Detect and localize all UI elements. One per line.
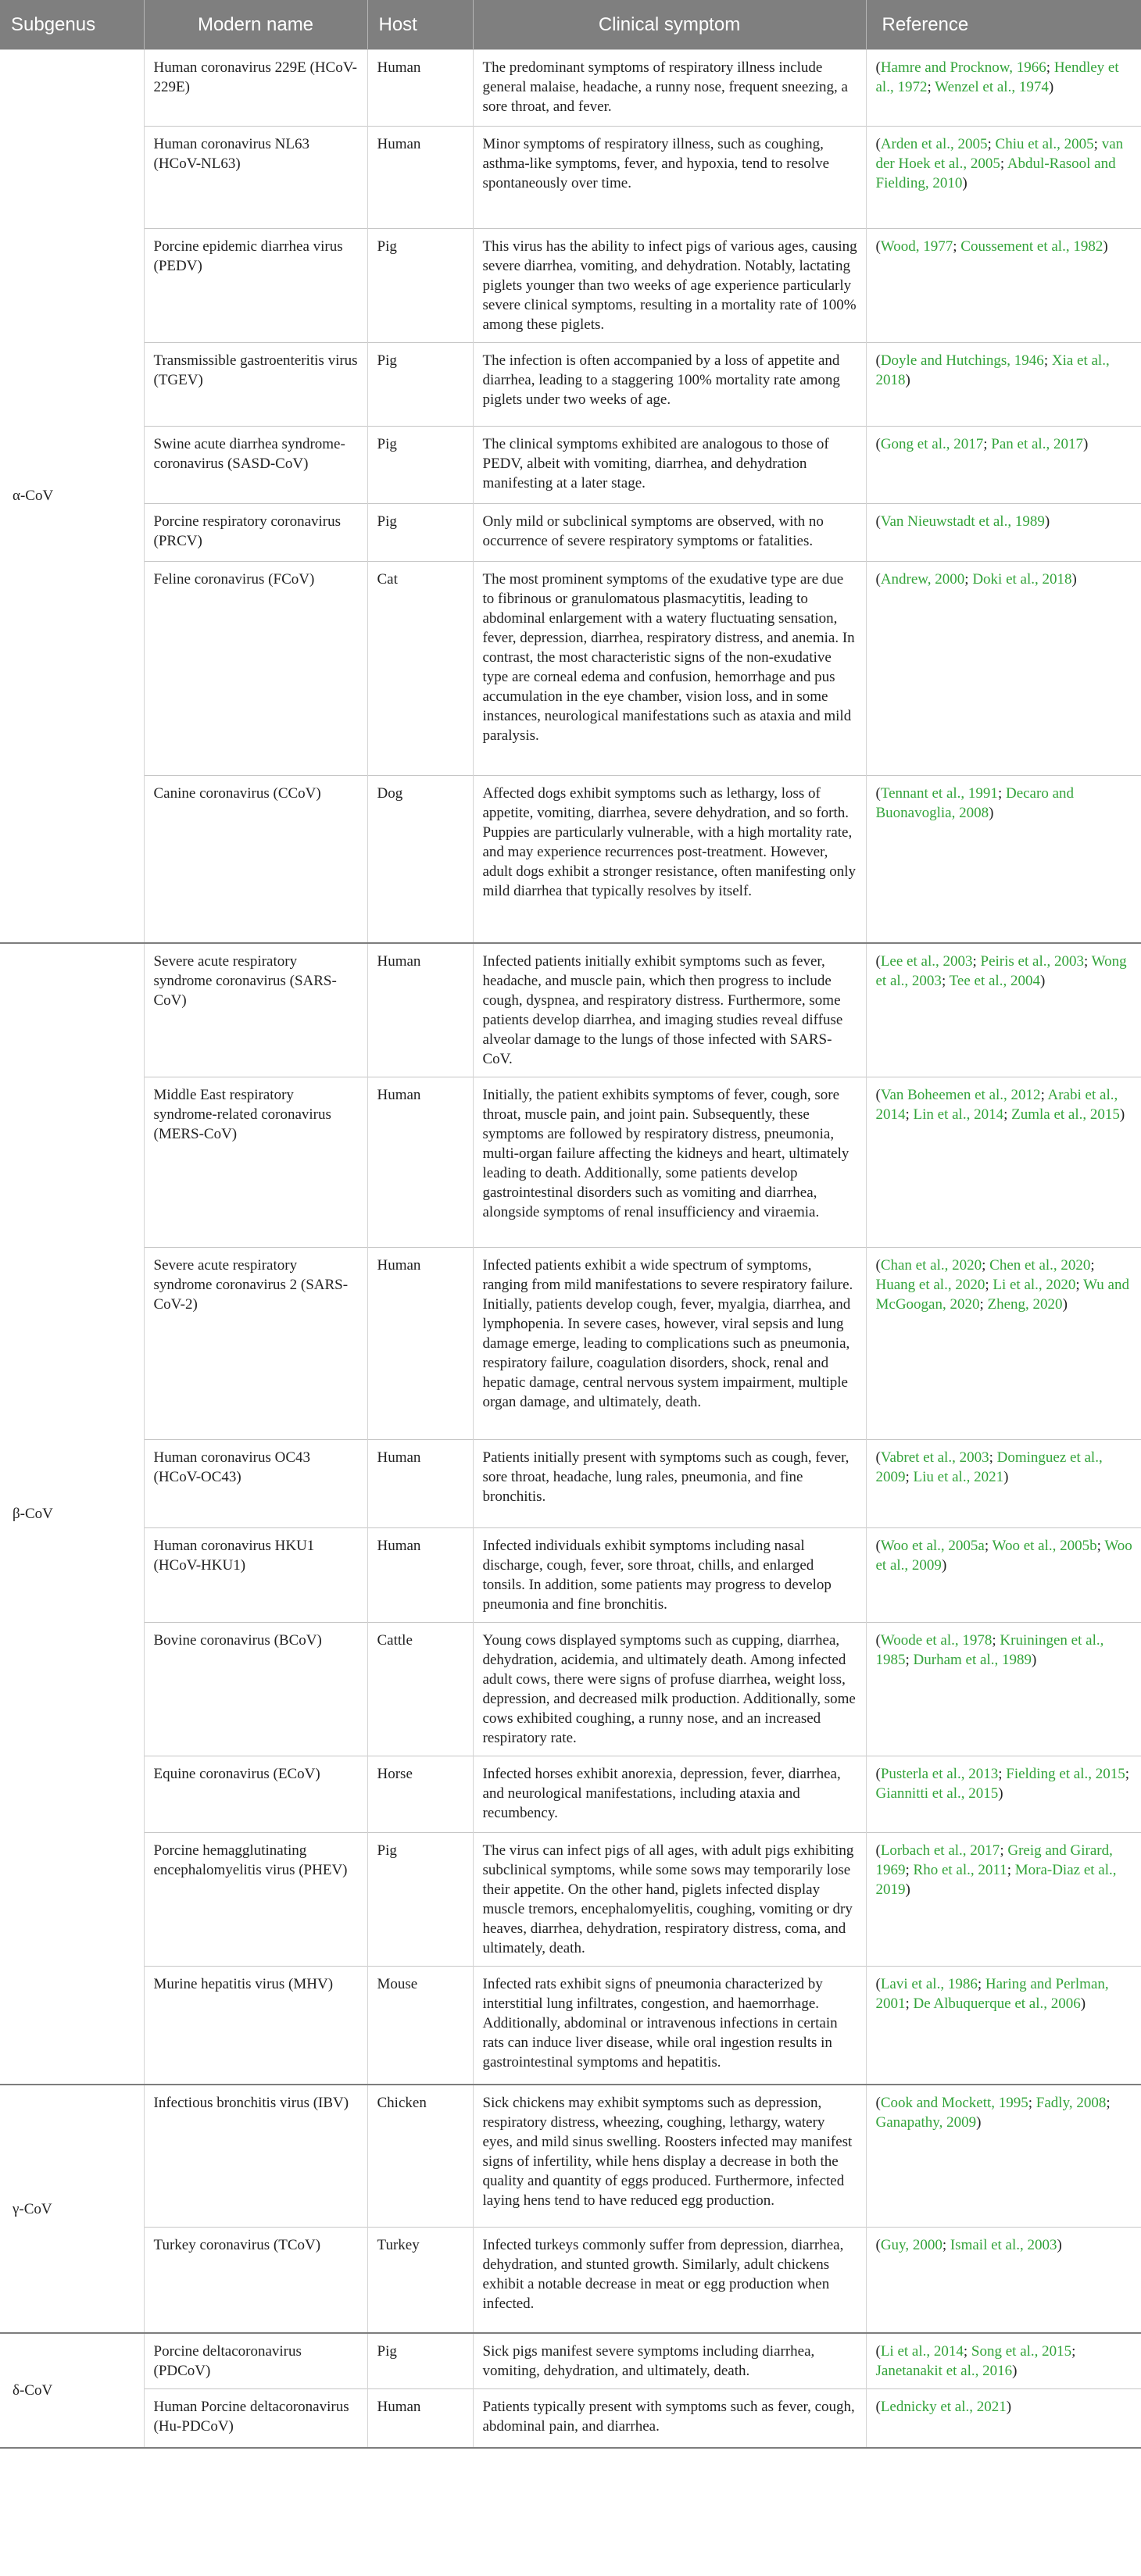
reference-open-paren: ( [875,2095,881,2111]
reference-link[interactable]: Kruiningen et al., 1985 [875,1631,1104,1668]
reference-close-paren: ) [941,1556,947,1574]
reference-link[interactable]: Haring and Perlman, 2001 [875,1975,1109,2012]
reference-close-paren: ) [905,372,910,388]
reference-link[interactable]: Chan et al., 2020 [880,1256,982,1274]
reference-separator: ; [1043,352,1052,369]
reference-separator: ; [979,1295,988,1313]
reference-link[interactable]: Janetanakit et al., 2016 [875,2363,1013,2379]
reference-close-paren: ) [1012,2363,1018,2379]
host-cell: Human [367,1247,473,1439]
modern-name-cell: Turkey coronavirus (TCoV) [144,2227,367,2333]
reference-separator: ; [1075,1276,1084,1293]
header-modern-name: Modern name [144,0,367,50]
reference-link[interactable]: Hamre and Procknow, 1966 [880,59,1046,76]
reference-separator: ; [985,1276,993,1293]
reference-open-paren: ( [875,785,881,802]
reference-close-paren: ) [1062,1295,1068,1313]
reference-link[interactable]: Woo et al., 2005b [992,1537,1097,1554]
subgenus-cell: δ-CoV [0,2333,144,2448]
reference-close-paren: ) [1039,972,1046,989]
header-subgenus: Subgenus [0,0,144,50]
reference-open-paren: ( [875,1765,881,1782]
reference-link[interactable]: Abdul-Rasool and Fielding, 2010 [875,155,1116,191]
reference-open-paren: ( [875,1086,881,1103]
host-cell: Turkey [367,2227,473,2333]
modern-name-cell: Human coronavirus 229E (HCoV-229E) [144,50,367,127]
host-cell: Dog [367,776,473,943]
subgenus-cell: β-CoV [0,943,144,2085]
reference-cell [866,562,1141,776]
reference-separator: ; [905,1995,914,2012]
reference-cell [866,776,1141,943]
reference-cell [866,1622,1141,1756]
reference-link[interactable]: Rho et al., 2011 [913,1861,1007,1878]
table-row [0,1527,1141,1622]
modern-name-cell: Human coronavirus HKU1 (HCoV-HKU1) [144,1527,367,1622]
reference-separator: ; [905,1651,914,1668]
modern-name-cell: Middle East respiratory syndrome-related coronavirus (MERS-CoV) [144,1077,367,1247]
reference-link[interactable]: Woode et al., 1978 [880,1631,993,1649]
modern-name-cell: Bovine coronavirus (BCoV) [144,1622,367,1756]
reference-link[interactable]: Peiris et al., 2003 [980,952,1084,970]
reference-link[interactable]: De Albuquerque et al., 2006 [913,1995,1081,2012]
reference-separator: ; [982,1256,990,1274]
reference-link[interactable]: Wenzel et al., 1974 [935,79,1049,95]
reference-close-paren: ) [1080,1995,1086,2012]
host-cell: Human [367,2389,473,2448]
table-body [0,50,1141,2448]
reference-close-paren: ) [1082,436,1089,452]
modern-name-cell: Severe acute respiratory syndrome coronavirus 2 (SARS-CoV-2) [144,1247,367,1439]
reference-open-paren: ( [875,1975,881,1992]
reference-link[interactable]: Zheng, 2020 [987,1295,1063,1313]
reference-link[interactable]: Pusterla et al., 2013 [880,1765,999,1782]
reference-open-paren: ( [875,952,881,970]
reference-link[interactable]: Tennant et al., 1991 [880,785,998,802]
reference-close-paren: ) [1057,2236,1062,2253]
table-row [0,127,1141,229]
modern-name-cell: Equine coronavirus (ECoV) [144,1756,367,1832]
table-row [0,504,1141,562]
reference-link[interactable]: Lee et al., 2003 [880,952,973,970]
clinical-symptom-cell: Minor symptoms of respiratory illness, such as coughing, asthma-like symptoms, fever, and hypoxia, tend to resolve spontaneously over time. [473,127,866,229]
reference-separator: ; [942,2236,950,2253]
modern-name-cell: Porcine deltacoronavirus (PDCoV) [144,2333,367,2389]
reference-link[interactable]: Coussement et al., 1982 [960,238,1103,255]
host-cell: Pig [367,427,473,504]
host-cell: Pig [367,2333,473,2389]
reference-separator: ; [927,79,935,95]
host-cell: Pig [367,229,473,343]
reference-open-paren: ( [875,513,881,530]
reference-separator: ; [1106,2095,1111,2111]
modern-name-cell: Porcine hemagglutinating encephalomyelitis virus (PHEV) [144,1832,367,1966]
reference-open-paren: ( [875,2236,881,2253]
clinical-symptom-cell: Infected horses exhibit anorexia, depression, fever, diarrhea, and neurological manifestations, including ataxia and recumbency. [473,1756,866,1832]
reference-open-paren: ( [875,1256,881,1274]
reference-link[interactable]: Chiu et al., 2005 [995,136,1094,152]
reference-cell [866,2333,1141,2389]
reference-link[interactable]: Pan et al., 2017 [991,436,1083,452]
reference-link[interactable]: Hendley et al., 1972 [875,59,1119,95]
reference-cell [866,1077,1141,1247]
reference-close-paren: ) [1044,513,1050,530]
reference-separator: ; [963,2343,971,2360]
reference-link[interactable]: Liu et al., 2021 [913,1468,1004,1485]
clinical-symptom-cell: This virus has the ability to infect pigs of various ages, causing severe diarrhea, vomiting, and dehydration. Notably, lactating piglets younger than two weeks of age experience particularly severe clinical symptoms, resulting in a mortality rate of 100% among these piglets. [473,229,866,343]
reference-close-paren: ) [976,2114,982,2131]
host-cell: Human [367,1527,473,1622]
reference-open-paren: ( [875,571,881,588]
reference-link[interactable]: Fielding et al., 2015 [1006,1765,1125,1782]
reference-link[interactable]: Arabi et al., 2014 [875,1086,1118,1123]
reference-separator: ; [1083,952,1092,970]
reference-close-paren: ) [998,1785,1003,1802]
clinical-symptom-cell: Infected rats exhibit signs of pneumonia characterized by interstitial lung infiltrates, congestion, and haemorrhage. Additionally, abdominal or intravenous infections in certain rats can induce liver disease, while oral ingestion results in gastrointestinal symptoms and hepatitis. [473,1966,866,2085]
reference-link[interactable]: Lavi et al., 1986 [880,1975,978,1992]
modern-name-cell: Feline coronavirus (FCoV) [144,562,367,776]
reference-link[interactable]: Woo et al., 2005a [880,1537,985,1554]
reference-separator: ; [964,571,973,588]
modern-name-cell: Severe acute respiratory syndrome coronavirus (SARS-CoV) [144,943,367,1077]
reference-link[interactable]: Decaro and Buonavoglia, 2008 [875,785,1074,821]
subgenus-cell: γ-CoV [0,2085,144,2333]
reference-link[interactable]: Giannitti et al., 2015 [875,1785,999,1802]
host-cell: Pig [367,504,473,562]
modern-name-cell: Canine coronavirus (CCoV) [144,776,367,943]
reference-separator: ; [1000,1842,1008,1859]
reference-separator: ; [992,1631,1000,1649]
clinical-symptom-cell: The most prominent symptoms of the exudative type are due to fibrinous or granulomatous plasmacytitis, leading to abdominal enlargement with a watery fluctuating sensation, fever, depression, diarrhea, respiratory distress, and anemia. In contrast, the most characteristic signs of the non-exudative type are corneal edema and confusion, hemorrhage and pus accumulation in the eye chamber, vision loss, and in some instances, neurological manifestations such as ataxia and mild paralysis. [473,562,866,776]
reference-separator: ; [1028,2095,1036,2111]
host-cell: Chicken [367,2085,473,2227]
reference-cell [866,504,1141,562]
reference-separator: ; [1000,155,1007,172]
reference-separator: ; [987,136,996,152]
clinical-symptom-cell: Infected patients initially exhibit symptoms such as fever, headache, and muscle pain, which then progress to include cough, dyspnea, and respiratory distress. Furthermore, some patients develop diarrhea, and imaging studies reveal diffuse alveolar damage to the lungs of those infected with SARS-CoV. [473,943,866,1077]
reference-link[interactable]: Gong et al., 2017 [880,436,984,452]
modern-name-cell: Transmissible gastroenteritis virus (TGEV) [144,343,367,427]
reference-cell [866,1832,1141,1966]
reference-link[interactable]: Wood, 1977 [880,238,953,255]
reference-open-paren: ( [875,436,881,452]
reference-close-paren: ) [1119,1106,1125,1123]
reference-link[interactable]: Vabret et al., 2003 [880,1449,989,1466]
clinical-symptom-cell: Sick pigs manifest severe symptoms including diarrhea, vomiting, dehydration, and ultimately, death. [473,2333,866,2389]
reference-separator: ; [972,952,981,970]
host-cell: Human [367,1439,473,1527]
table-row [0,1756,1141,1832]
reference-separator: ; [977,1975,985,1992]
table-row [0,1832,1141,1966]
reference-link[interactable]: Tee et al., 2004 [949,972,1040,989]
table-row [0,1439,1141,1527]
reference-separator: ; [1040,1086,1048,1103]
subgenus-cell: α-CoV [0,50,144,943]
reference-open-paren: ( [875,2343,881,2360]
reference-separator: ; [997,785,1006,802]
reference-cell [866,943,1141,1077]
reference-link[interactable]: van der Hoek et al., 2005 [875,136,1124,172]
reference-close-paren: ) [1003,1468,1009,1485]
reference-link[interactable]: Van Nieuwstadt et al., 1989 [880,513,1045,530]
host-cell: Pig [367,343,473,427]
reference-link[interactable]: Doyle and Hutchings, 1946 [880,352,1044,369]
modern-name-cell: Porcine respiratory coronavirus (PRCV) [144,504,367,562]
reference-link[interactable]: Cook and Mockett, 1995 [880,2095,1028,2111]
table-row [0,229,1141,343]
table-row [0,50,1141,127]
clinical-symptom-cell: Initially, the patient exhibits symptoms of fever, cough, sore throat, muscle pain, and joint pain. Subsequently, these symptoms are followed by respiratory distress, pneumonia, multi-organ failure affecting the kidneys and heart, ultimately leading to death. Additionally, some patients develop gastrointestinal disorders such as vomiting and diarrhea, alongside symptoms of renal insufficiency and viraemia. [473,1077,866,1247]
reference-open-paren: ( [875,1449,881,1466]
reference-separator: ; [1093,136,1102,152]
clinical-symptom-cell: The predominant symptoms of respiratory illness include general malaise, headache, a runny nose, frequent sneezing, a sore throat, and fever. [473,50,866,127]
reference-link[interactable]: Wong et al., 2003 [875,952,1127,989]
table-row [0,1966,1141,2085]
modern-name-cell: Porcine epidemic diarrhea virus (PEDV) [144,229,367,343]
table-row [0,427,1141,504]
reference-cell [866,427,1141,504]
reference-open-paren: ( [875,2399,881,2415]
host-cell: Pig [367,1832,473,1966]
reference-link[interactable]: Van Boheemen et al., 2012 [880,1086,1041,1103]
reference-separator: ; [1125,1765,1130,1782]
reference-separator: ; [905,1106,914,1123]
table-row [0,343,1141,427]
reference-link[interactable]: Huang et al., 2020 [875,1276,985,1293]
reference-separator: ; [1007,1861,1015,1878]
reference-separator: ; [1071,2343,1076,2360]
reference-cell [866,2227,1141,2333]
reference-cell [866,1966,1141,2085]
reference-link[interactable]: Guy, 2000 [880,2236,942,2253]
reference-cell [866,229,1141,343]
clinical-symptom-cell: Affected dogs exhibit symptoms such as lethargy, loss of appetite, vomiting, diarrhea, severe dehydration, and so forth. Puppies are particularly vulnerable, with a high mortality rate, and may experience recurrences post-treatment. However, adult dogs exhibit a stronger resistance, often manifesting only mild diarrhea that typically resolves by itself. [473,776,866,943]
table-row [0,562,1141,776]
host-cell: Human [367,50,473,127]
reference-cell [866,1527,1141,1622]
host-cell: Mouse [367,1966,473,2085]
table-row [0,1247,1141,1439]
table-row [0,2389,1141,2448]
clinical-symptom-cell: The infection is often accompanied by a loss of appetite and diarrhea, leading to a staggering 100% mortality rate among piglets under two weeks of age. [473,343,866,427]
clinical-symptom-cell: Patients initially present with symptoms such as cough, fever, sore throat, headache, lung rales, pneumonia, and fine bronchitis. [473,1439,866,1527]
reference-separator: ; [905,1861,914,1878]
reference-cell [866,1439,1141,1527]
clinical-symptom-cell: Infected patients exhibit a wide spectrum of symptoms, ranging from mild manifestations to severe respiratory failure. Initially, patients develop cough, fever, myalgia, diarrhea, and lymphopenia. In severe cases, however, viral sepsis and lung damage emerge, leading to complications such as pneumonia, respiratory failure, coagulation disorders, shock, renal and hepatic damage, central nervous system impairment, multiple organ damage, and ultimately, death. [473,1247,866,1439]
reference-open-paren: ( [875,352,881,369]
modern-name-cell: Swine acute diarrhea syndrome-coronavirus (SASD-CoV) [144,427,367,504]
host-cell: Cat [367,562,473,776]
reference-open-paren: ( [875,59,881,76]
reference-separator: ; [1090,1256,1095,1274]
host-cell: Horse [367,1756,473,1832]
reference-close-paren: ) [1006,2399,1012,2415]
reference-link[interactable]: Lednicky et al., 2021 [880,2399,1007,2415]
reference-separator: ; [989,1449,997,1466]
modern-name-cell: Human coronavirus NL63 (HCoV-NL63) [144,127,367,229]
reference-link[interactable]: Dominguez et al., 2009 [875,1449,1103,1485]
clinical-symptom-cell: Infected individuals exhibit symptoms including nasal discharge, cough, fever, sore throat, chills, and enlarged tonsils. In addition, some patients may progress to develop pneumonia and fine bronchitis. [473,1527,866,1622]
reference-open-paren: ( [875,136,881,152]
reference-cell [866,127,1141,229]
reference-close-paren: ) [1048,79,1054,95]
reference-link[interactable]: Song et al., 2015 [971,2343,1072,2360]
reference-separator: ; [1046,59,1054,76]
reference-link[interactable]: Fadly, 2008 [1035,2095,1107,2111]
reference-cell [866,2085,1141,2227]
host-cell: Human [367,943,473,1077]
reference-cell [866,343,1141,427]
host-cell: Human [367,1077,473,1247]
reference-close-paren: ) [905,1881,910,1898]
reference-link[interactable]: Chen et al., 2020 [989,1256,1091,1274]
reference-link[interactable]: Woo et al., 2009 [875,1537,1132,1574]
table-row [0,776,1141,943]
header-clinical-symptom: Clinical symptom [473,0,866,50]
reference-link[interactable]: Arden et al., 2005 [880,136,988,152]
reference-separator: ; [984,1537,993,1554]
reference-open-paren: ( [875,1537,881,1554]
clinical-symptom-cell: The virus can infect pigs of all ages, with adult pigs exhibiting subclinical symptoms, while some sows may temporarily lose their appetite. On the other hand, piglets infected display muscle tremors, encephalomyelitis, coughing, vomiting or dry heaves, diarrhea, dehydration, respiratory distress, coma, and ultimately, death. [473,1832,866,1966]
table-row [0,2333,1141,2389]
reference-cell [866,1756,1141,1832]
clinical-symptom-cell: Only mild or subclinical symptoms are observed, with no occurrence of severe respiratory symptoms or fatalities. [473,504,866,562]
reference-link[interactable]: Lin et al., 2014 [913,1106,1004,1123]
clinical-symptom-cell: Young cows displayed symptoms such as cupping, diarrhea, dehydration, acidemia, and ultimately death. Among infected adult cows, there were signs of profuse diarrhea, weight loss, depression, and decreased milk production. Additionally, some cows exhibited coughing, a runny nose, and an increased respiratory rate. [473,1622,866,1756]
clinical-symptom-cell: Infected turkeys commonly suffer from depression, diarrhea, dehydration, and stunted growth. Similarly, adult chickens exhibit a notable decrease in meat or egg production when infected. [473,2227,866,2333]
reference-link[interactable]: Durham et al., 1989 [913,1651,1032,1668]
reference-cell [866,50,1141,127]
reference-separator: ; [1003,1106,1012,1123]
clinical-symptom-cell: Sick chickens may exhibit symptoms such as depression, respiratory distress, wheezing, coughing, lethargy, watery eyes, and mild sinus swelling. Roosters infected may manifest signs of infertility, while hens display a decrease in both the quality and quantity of eggs produced. Furthermore, infected laying hens tend to have reduced egg production. [473,2085,866,2227]
clinical-symptom-cell: The clinical symptoms exhibited are analogous to those of PEDV, albeit with vomiting, diarrhea, and dehydration manifesting at a later stage. [473,427,866,504]
reference-separator: ; [953,238,961,255]
reference-separator: ; [1096,1537,1105,1554]
reference-link[interactable]: Doki et al., 2018 [972,571,1072,588]
reference-link[interactable]: Zumla et al., 2015 [1011,1106,1120,1123]
modern-name-cell: Murine hepatitis virus (MHV) [144,1966,367,2085]
reference-open-paren: ( [875,1631,881,1649]
reference-separator: ; [983,436,992,452]
modern-name-cell: Human Porcine deltacoronavirus (Hu-PDCoV) [144,2389,367,2448]
host-cell: Human [367,127,473,229]
reference-separator: ; [905,1468,914,1485]
table-header-row [0,0,1141,50]
reference-separator: ; [998,1765,1007,1782]
reference-close-paren: ) [1031,1651,1037,1668]
reference-link[interactable]: Xia et al., 2018 [875,352,1110,388]
reference-separator: ; [941,972,950,989]
reference-link[interactable]: Ganapathy, 2009 [875,2114,977,2131]
clinical-symptom-cell: Patients typically present with symptoms such as fever, cough, abdominal pain, and diarrhea. [473,2389,866,2448]
reference-link[interactable]: Lorbach et al., 2017 [880,1842,1000,1859]
reference-link[interactable]: Wu and McGoogan, 2020 [875,1276,1129,1313]
reference-link[interactable]: Greig and Girard, 1969 [875,1842,1113,1878]
table-row [0,2227,1141,2333]
reference-close-paren: ) [962,175,968,191]
table-row [0,1077,1141,1247]
host-cell: Cattle [367,1622,473,1756]
table-row [0,1622,1141,1756]
table-row [0,943,1141,1077]
reference-close-paren: ) [1071,571,1077,588]
table-row [0,2085,1141,2227]
reference-link[interactable]: Ismail et al., 2003 [950,2236,1057,2253]
reference-link[interactable]: Li et al., 2014 [880,2343,964,2360]
reference-open-paren: ( [875,1842,881,1859]
reference-close-paren: ) [989,805,994,821]
reference-link[interactable]: Andrew, 2000 [880,571,965,588]
reference-cell [866,2389,1141,2448]
reference-open-paren: ( [875,238,881,255]
header-reference: Reference [866,0,1141,50]
modern-name-cell: Infectious bronchitis virus (IBV) [144,2085,367,2227]
reference-cell [866,1247,1141,1439]
reference-link[interactable]: Li et al., 2020 [993,1276,1076,1293]
modern-name-cell: Human coronavirus OC43 (HCoV-OC43) [144,1439,367,1527]
reference-close-paren: ) [1103,238,1108,255]
reference-link[interactable]: Mora-Diaz et al., 2019 [875,1861,1117,1898]
header-host: Host [367,0,473,50]
